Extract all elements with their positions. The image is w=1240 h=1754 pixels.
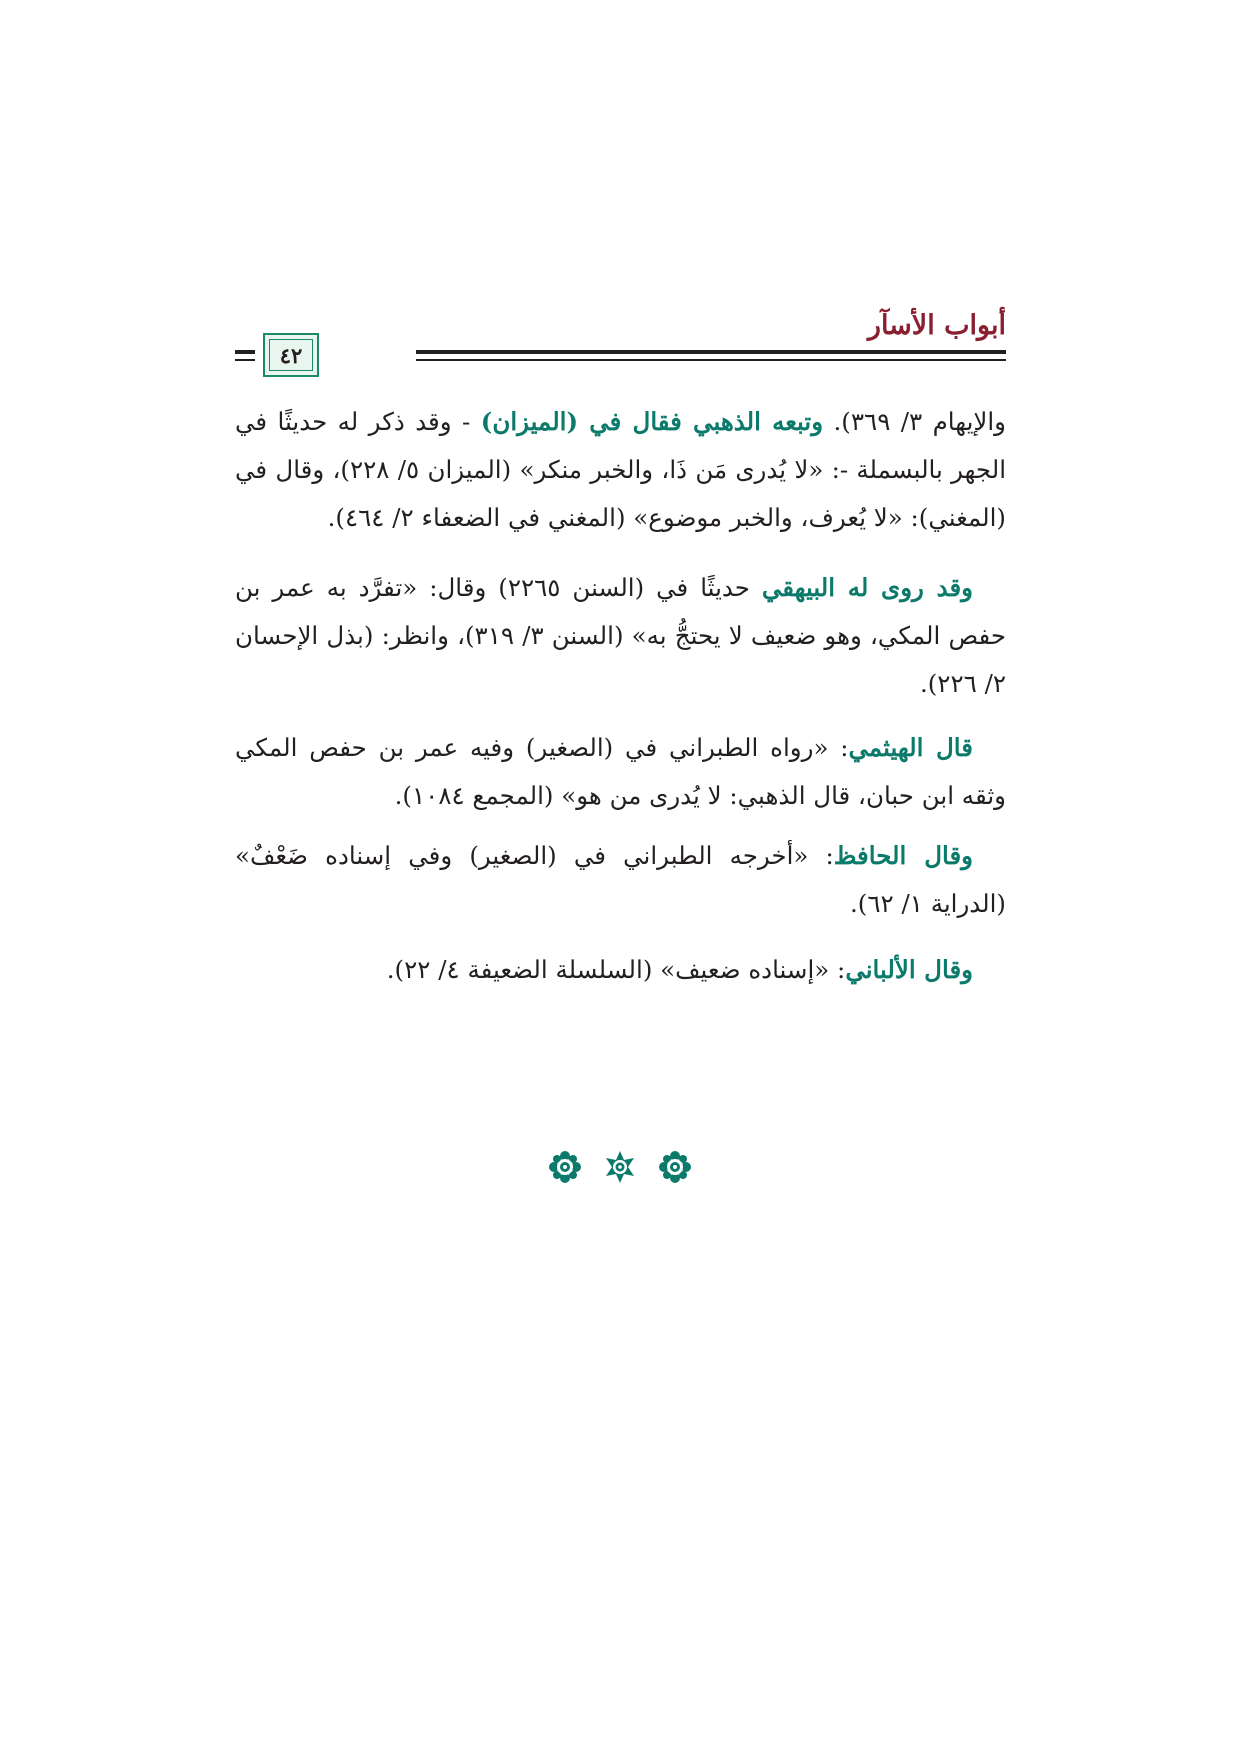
highlight-segment: قال الهيثمي: [848, 733, 973, 762]
flower-ornament-icon: [658, 1150, 692, 1184]
page-header: [235, 300, 1006, 380]
page-number-frame: [263, 333, 319, 377]
section-end-ornaments: [0, 1150, 1240, 1188]
header-rule-thin: [416, 359, 1006, 361]
text-segment: والإيهام ٣/ ٣٦٩).: [823, 407, 1006, 436]
page-body: [235, 398, 1006, 994]
text-segment: : «أخرجه الطبراني في (الصغير) وفي إسناده ضَعْفٌ» (الدراية ١/ ٦٢).: [235, 841, 1006, 918]
header-rule-thick: [416, 350, 1006, 354]
header-rule-left-thick: [235, 350, 255, 354]
page-number: ٤٢: [279, 342, 303, 368]
paragraph-2: [235, 564, 1006, 708]
highlight-segment: وقال الحافظ: [833, 841, 974, 870]
highlight-segment: وقال الألباني: [845, 955, 973, 984]
paragraph-1: [235, 398, 1006, 542]
text-segment: : «إسناده ضعيف» (السلسلة الضعيفة ٤/ ٢٢).: [386, 955, 846, 984]
star-ornament-icon: [603, 1150, 637, 1184]
paragraph-4: [235, 832, 1006, 928]
text-segment: - وقد ذكر له حديثًا في الجهر بالبسملة -: «لا يُدرى مَن ذَا، والخبر منكر» (الميزان ٥/ ٢٢٨)، وقال في (المغني): «لا يُعرف، والخبر موضوع» (المغني في الضعفاء ٢/ ٤٦٤).: [235, 407, 1007, 532]
paragraph-5: [235, 946, 1006, 994]
text-segment: : «رواه الطبراني في (الصغير) وفيه عمر بن حفص المكي وثقه ابن حبان، قال الذهبي: لا يُدرى من هو» (المجمع ١٠٨٤).: [235, 733, 1006, 810]
paragraph-3: [235, 724, 1006, 820]
header-rule-left-thin: [235, 359, 255, 361]
text-segment: حديثًا في (السنن ٢٢٦٥) وقال: «تفرَّد به عمر بن حفص المكي، وهو ضعيف لا يحتجُّ به» (السنن ٣/ ٣١٩)، وانظر: (بذل الإحسان ٢/ ٢٢٦).: [235, 573, 1006, 698]
highlight-segment: وتبعه الذهبي فقال في (الميزان): [480, 407, 824, 436]
book-title: أبواب الأسآر: [867, 310, 1006, 341]
flower-ornament-icon: [548, 1150, 582, 1184]
highlight-segment: وقد روى له البيهقي: [761, 573, 973, 602]
